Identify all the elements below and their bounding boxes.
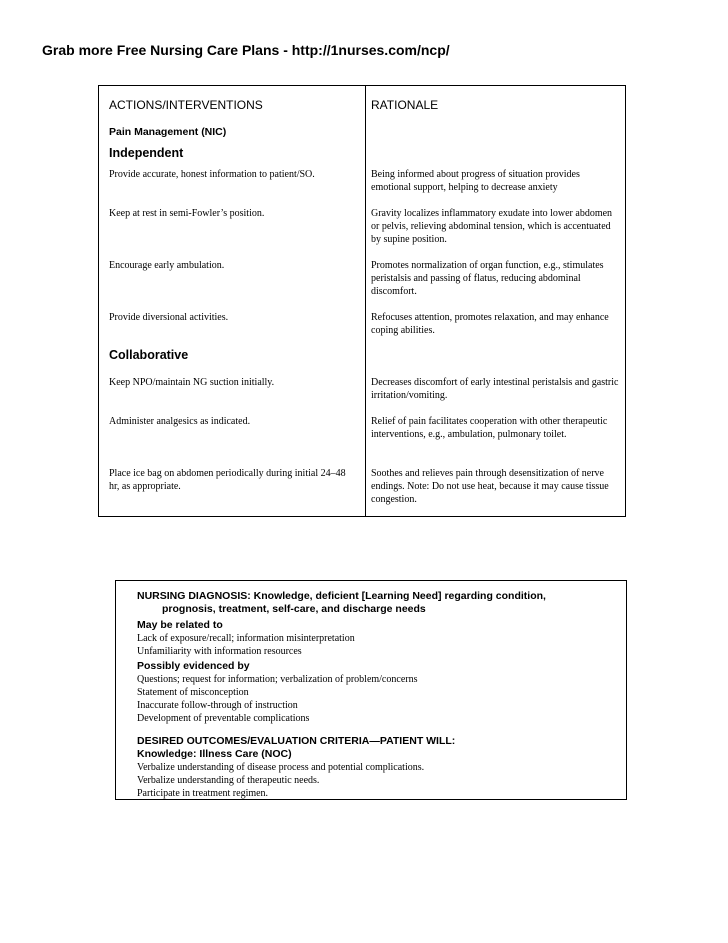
related-item: Lack of exposure/recall; information misinterpretation [137,633,355,644]
page-header: Grab more Free Nursing Care Plans - http://1nurses.com/ncp/ [42,42,450,58]
action-cell: Provide diversional activities. [109,312,229,323]
diagnosis-title-line2: prognosis, treatment, self-care, and discharge needs [162,603,426,615]
evidenced-item: Development of preventable complications [137,713,310,724]
related-item: Unfamiliarity with information resources [137,646,302,657]
rationale-cell: Soothes and relieves pain through desensitization of nerve endings. Note: Do not use heat, because it may cause tissue congestion. [371,468,609,505]
action-cell: Provide accurate, honest information to patient/SO. [109,169,315,180]
noc-label: Knowledge: Illness Care (NOC) [137,748,292,760]
care-plan-table [98,85,626,517]
related-section [137,619,617,658]
outcome-item: Verbalize understanding of disease process and potential complications. [137,762,425,773]
nursing-diagnosis-box [115,580,627,800]
independent-label: Independent [109,146,184,160]
section-title: Pain Management (NIC) [109,126,227,138]
action-cell: Administer analgesics as indicated. [109,416,251,427]
outcome-item: Verbalize understanding of therapeutic needs. [137,775,320,786]
evidenced-item: Questions; request for information; verbalization of problem/concerns [137,674,418,685]
evidenced-section [137,660,617,725]
action-cell: Keep at rest in semi-Fowler’s position. [109,208,265,219]
outcome-item: Participate in treatment regimen. [137,788,269,799]
outcomes-label: DESIRED OUTCOMES/EVALUATION CRITERIA—PATIENT WILL: [137,735,456,747]
action-cell: Keep NPO/maintain NG suction initially. [109,377,275,388]
evidenced-item: Inaccurate follow-through of instruction [137,700,298,711]
evidenced-label: Possibly evidenced by [137,660,250,672]
rationale-cell: Promotes normalization of organ function, e.g., stimulates peristalsis and passing of flatus, reducing abdominal discomfort. [371,260,604,297]
rationale-cell: Refocuses attention, promotes relaxation, and may enhance coping abilities. [371,312,609,336]
column-divider [365,86,366,516]
action-cell: Place ice bag on abdomen periodically during initial 24–48 hr, as appropriate. [109,468,346,492]
diagnosis-title [137,590,617,616]
diagnosis-title-line1: NURSING DIAGNOSIS: Knowledge, deficient [Learning Need] regarding condition, [137,590,546,602]
rationale-column-header: RATIONALE [371,98,439,112]
rationale-cell: Decreases discomfort of early intestinal peristalsis and gastric irritation/vomiting. [371,377,619,401]
actions-column-header: ACTIONS/INTERVENTIONS [109,98,263,112]
action-cell: Encourage early ambulation. [109,260,225,271]
rationale-cell: Gravity localizes inflammatory exudate into lower abdomen or pelvis, relieving abdominal tension, which is accentuated by supine position. [371,208,613,245]
related-label: May be related to [137,619,223,631]
collaborative-label: Collaborative [109,348,189,362]
outcomes-section [137,735,617,800]
rationale-cell: Relief of pain facilitates cooperation with other therapeutic interventions, e.g., ambulation, pulmonary toilet. [371,416,608,440]
rationale-cell: Being informed about progress of situation provides emotional support, helping to decrease anxiety [371,169,580,193]
evidenced-item: Statement of misconception [137,687,249,698]
